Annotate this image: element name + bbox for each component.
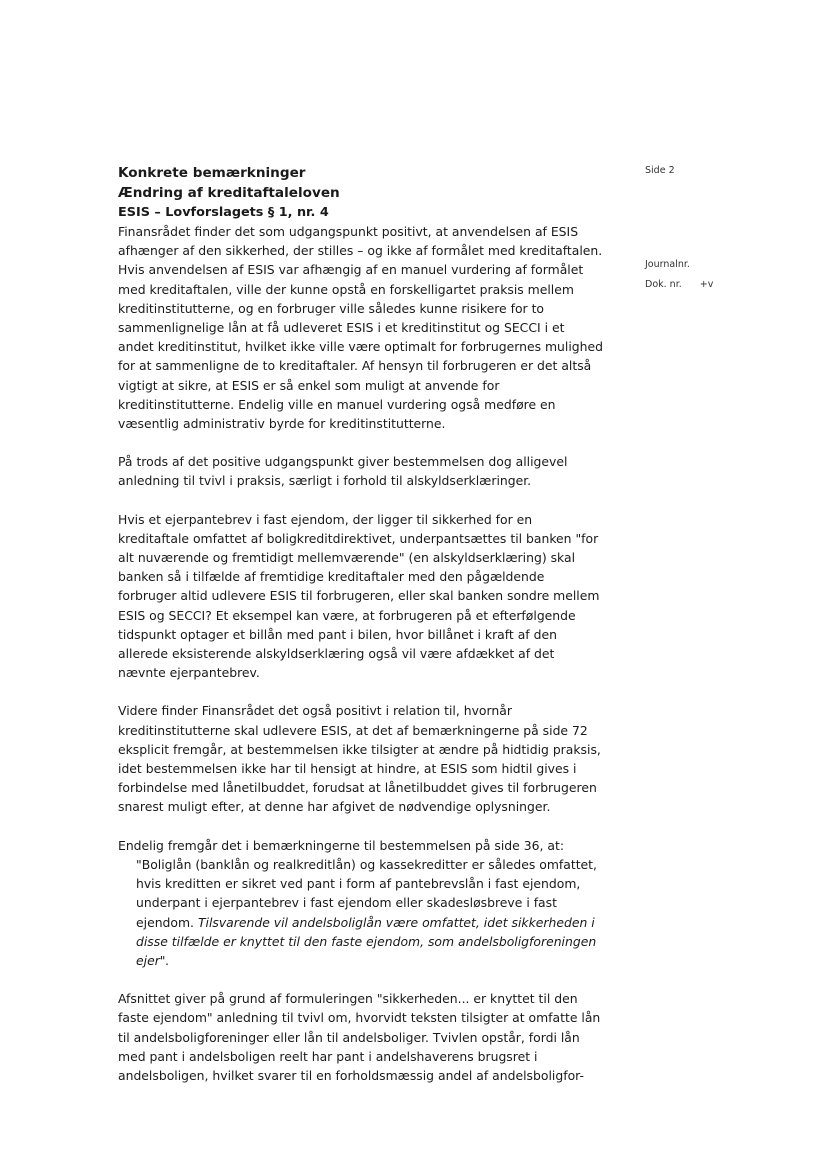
paragraph-3: Hvis et ejerpantebrev i fast ejendom, der ligger til sikkerhed for en kreditaftale omfattet af boligkreditdirektivet, underpantsættes til banken "for alt nuværende og fremtidigt mellemværende" (en alskyldserklæring) skal banken så i tilfælde af fremtidige kreditaftaler med den pågældende forbruger altid udlevere ESIS til forbrugeren, eller skal banken sondre mellem ESIS og SECCI? Et eksempel kan være, at forbrugeren på et efterfølgende tidspunkt optager et billån med pant i bilen, hvor billånet i kraft af den allerede eksisterende alskyldserklæring også vil være afdækket af det nævnte ejerpantebrev. — [118, 511, 600, 681]
block-quote — [136, 855, 604, 970]
paragraph-2: På trods af det positive udgangspunkt giver bestemmelsen dog alligevel anledning til tvivl i praksis, særligt i forhold til alskyldserklæringer. — [118, 454, 568, 489]
quote-italic-text: Tilsvarende vil andelsboliglån være omfattet, idet sikkerheden i disse tilfælde er knyttet til den faste ejendom, som andelsboligforeningen ejer". — [136, 914, 597, 968]
paragraph-6: Afsnittet giver på grund af formuleringen "sikkerheden... er knyttet til den faste ejendom" anledning til tvivl om, hvorvidt teksten tilsigter at omfatte lån til andelsboligforeninger eller lån til andelsboliger. Tvivlen opstår, fordi lån med pant i andelsboligen reelt har pant i andelshaverens brugsret i andelsboligen, hvilket svarer til en forholdsmæssig andel af andelsboligfor- — [118, 991, 601, 1083]
paragraph-5: Endelig fremgår det i bemærkningerne til bestemmelsen på side 36, at: — [118, 837, 564, 853]
heading-line-2: Ændring af kreditaftaleloven — [118, 185, 340, 201]
paragraph-4: Videre finder Finansrådet det også positivt i relation til, hvornår kreditinstitutterne skal udlevere ESIS, at det af bemærkningerne på side 72 eksplicit fremgår, at bestemmelsen ikke tilsigter at ændre på hidtidig praksis, idet bestemmelsen ikke har til hensigt at hindre, at ESIS som hidtil gives i forbindelse med lånetilbuddet, forudsat at lånetilbuddet gives til forbrugeren snarest muligt efter, at denne har afgivet de nødvendige oplysninger. — [118, 703, 601, 815]
journal-number-label: Journalnr. — [645, 259, 690, 270]
heading-line-1: Konkrete bemærkninger — [118, 165, 306, 181]
document-body — [118, 163, 604, 1085]
document-number-label — [645, 278, 713, 291]
page-number: Side 2 — [645, 165, 675, 176]
dok-label: Dok. nr. — [645, 279, 682, 290]
dok-value: +v — [699, 279, 714, 290]
quote-text: "Boliglån (banklån og realkreditlån) og kassekreditter er således omfattet, hvis kreditten er sikret ved pant i form af pantebrevslån i fast ejendom, underpant i ejerpantebrev i fast ejendom eller skadesløsbreve i fast ejendom. — [136, 856, 597, 930]
paragraph-1: Finansrådet finder det som udgangspunkt positivt, at anvendelsen af ESIS afhænger af den sikkerhed, der stilles – og ikke af formålet med kreditaftalen. Hvis anvendelsen af ESIS var afhængig af en manuel vurdering af formålet med kreditaftalen, ville der kunne opstå en forskelligartet praksis mellem kreditinstitutterne, og en forbruger ville således kunne risikere for to sammenlignelige lån at få udleveret ESIS i et kreditinstitut og SECCI i et andet kreditinstitut, hvilket ikke ville være optimalt for forbrugernes mulighed for at sammenligne de to kreditaftaler. Af hensyn til forbrugeren er det altså vigtigt at sikre, at ESIS er så enkel som muligt at anvende for kreditinstitutterne. Endelig ville en manuel vurdering også medføre en væsentlig administrativ byrde for kreditinstitutterne. — [118, 224, 603, 432]
section-title: ESIS – Lovforslagets § 1, nr. 4 — [118, 205, 329, 220]
